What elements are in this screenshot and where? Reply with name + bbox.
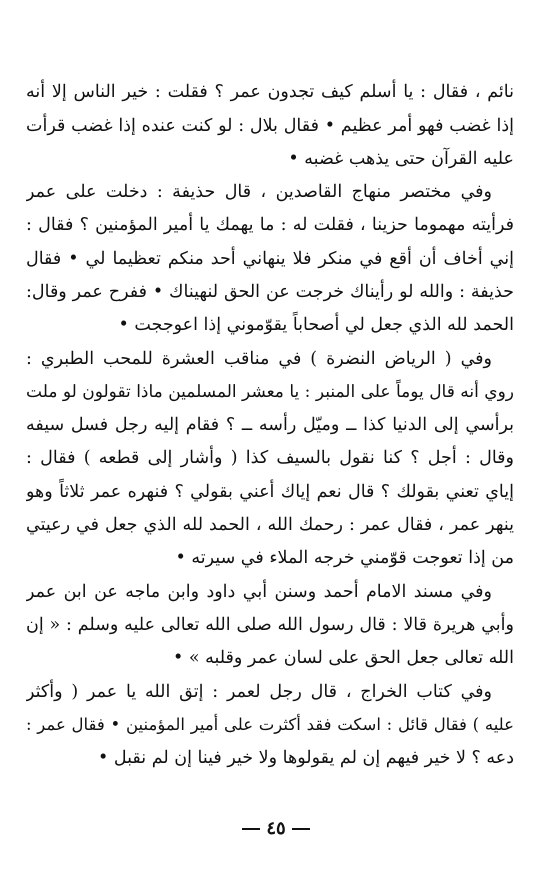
page-number (0, 818, 552, 839)
text-line: برأسي إلى الدنيا كذا ــ وميّل رأسه ــ ؟ فقام إليه رجل فسل سيفه (26, 415, 514, 435)
text-line: وفي مسند الامام أحمد وسنن أبي داود وابن ماجه عن ابن عمر (26, 582, 492, 602)
text-line: حذيفة : والله لو رأيناك خرجت عن الحق لنهيناك • ففرح عمر وقال: (26, 282, 514, 302)
text-line: وفي كتاب الخراج ، قال رجل لعمر : إتق الله يا عمر ( وأكثر (26, 682, 492, 702)
page-number-dash (242, 828, 260, 830)
text-line: وأبي هريرة قالا : قال رسول الله صلى الله تعالى عليه وسلم : « إن (26, 615, 514, 635)
text-line: ينهر عمر ، فقال عمر : رحمك الله ، الحمد لله الذي جعل في رعيتي (26, 515, 514, 535)
text-line: الحمد لله الذي جعل لي أصحاباً يقوّموني إذا اعوججت • (118, 315, 514, 335)
text-line: وفي مختصر منهاج القاصدين ، قال حذيفة : دخلت على عمر (26, 182, 492, 202)
text-line: إني أخاف أن أقع في منكر فلا ينهاني أحد منكم تعظيما لي • فقال (26, 249, 514, 269)
text-line: إياي تعني بقولك ؟ قال نعم إياك أعني بقولي ؟ فنهره عمر ثلاثاً وهو (26, 482, 514, 502)
text-line: عليه ) فقال قائل : اسكت فقد أكثرت على أمير المؤمنين • فقال عمر : (26, 715, 514, 734)
text-line: فرأيته مهموما حزينا ، فقلت له : ما يهمك يا أمير المؤمنين ؟ فقال : (26, 215, 514, 235)
text-line: نائم ، فقال : يا أسلم كيف تجدون عمر ؟ فقلت : خير الناس إلا أنه (26, 82, 514, 102)
text-line: إذا غضب فهو أمر عظيم • فقال بلال : لو كنت عنده إذا غضب قرأت (26, 116, 514, 136)
text-line: روي أنه قال يوماً على المنبر : يا معشر المسلمين ماذا تقولون لو ملت (26, 382, 514, 402)
page-number-dash (292, 828, 310, 830)
text-line: من إذا تعوجت قوّمني خرجه الملاء في سيرته • (175, 548, 514, 568)
text-line: وقال : أجل ؟ كنا نقول بالسيف كذا ( وأشار إلى قطعه ) فقال : (26, 448, 514, 468)
page-number-value: ٤٥ (266, 818, 286, 839)
text-line: وفي ( الرياض النضرة ) في مناقب العشرة للمحب الطبري : (26, 349, 492, 369)
text-line: دعه ؟ لا خير فيهم إن لم يقولوها ولا خير فينا إن لم نقبل • (98, 748, 514, 768)
text-line: الله تعالى جعل الحق على لسان عمر وقلبه » • (172, 648, 514, 668)
text-line: عليه القرآن حتى يذهب غضبه • (288, 149, 514, 169)
